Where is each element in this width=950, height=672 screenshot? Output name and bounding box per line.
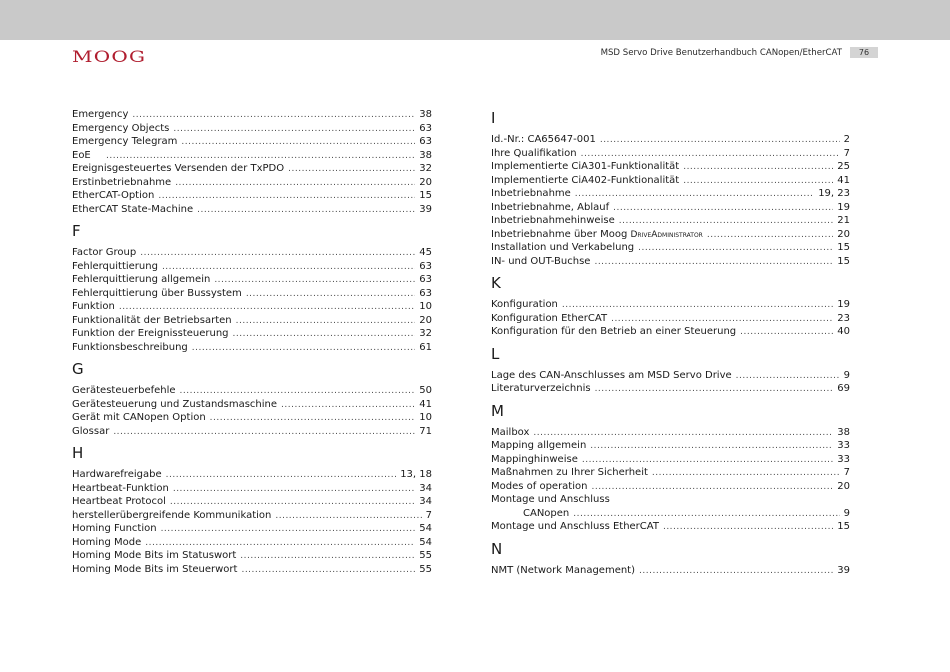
index-entry: Heartbeat-Funktion ..... 34 xyxy=(72,482,432,496)
index-letter-g: G xyxy=(72,360,84,378)
index-letter-k: K xyxy=(491,274,501,292)
index-entry: NMT (Network Management) ..... 39 xyxy=(491,564,850,578)
index-column-left xyxy=(72,108,432,576)
index-entry: Emergency Objects ..... 63 xyxy=(72,122,432,136)
index-entry: Erstinbetriebnahme ..... 20 xyxy=(72,176,432,190)
index-entry: Homing Mode Bits im Statuswort ..... 55 xyxy=(72,549,432,563)
index-entry: EoE ..... 38 xyxy=(72,149,432,163)
index-entry: Ereignisgesteuertes Versenden der TxPDO ..... 32 xyxy=(72,162,432,176)
index-entry: herstellerübergreifende Kommunikation ..... 7 xyxy=(72,509,432,523)
index-sub-entry: CANopen ..... 9 xyxy=(491,507,850,521)
index-entry: Inbetriebnahme über Moog DriveAdministrator ..... 20 xyxy=(491,228,850,242)
index-group-f xyxy=(72,246,432,354)
index-group-i xyxy=(491,133,850,268)
index-entry: Emergency Telegram ..... 63 xyxy=(72,135,432,149)
index-entry: Konfiguration EtherCAT ..... 23 xyxy=(491,312,850,326)
moog-logo xyxy=(72,47,154,66)
running-header xyxy=(560,47,878,61)
index-entry: Lage des CAN-Anschlusses am MSD Servo Drive ..... 9 xyxy=(491,369,850,383)
index-entry: Funktionsbeschreibung ..... 61 xyxy=(72,341,432,355)
index-entry: Funktion ..... 10 xyxy=(72,300,432,314)
index-letter-i: I xyxy=(491,109,496,127)
top-band xyxy=(0,0,950,40)
index-entry: Mapping allgemein ..... 33 xyxy=(491,439,850,453)
index-entry: Emergency ..... 38 xyxy=(72,108,432,122)
index-letter-l: L xyxy=(491,344,500,363)
index-entry: IN- und OUT-Buchse ..... 15 xyxy=(491,255,850,269)
logo-text: MOOG xyxy=(72,47,147,66)
index-entry: Homing Mode ..... 54 xyxy=(72,536,432,550)
index-entry: Mailbox ..... 38 xyxy=(491,426,850,440)
index-entry: Gerät mit CANopen Option ..... 10 xyxy=(72,411,432,425)
index-entry: Id.-Nr.: CA65647-001 ..... 2 xyxy=(491,133,850,147)
index-entry: EtherCAT-Option ..... 15 xyxy=(72,189,432,203)
index-entry: Funktionalität der Betriebsarten ..... 20 xyxy=(72,314,432,328)
index-letter-n: N xyxy=(491,539,503,558)
index-entry: Inbetriebnahme ..... 19, 23 xyxy=(491,187,850,201)
index-group-l xyxy=(491,369,850,396)
index-entry: Fehlerquittierung allgemein ..... 63 xyxy=(72,273,432,287)
doc-title: MSD Servo Drive Benutzerhandbuch CANopen/EtherCAT xyxy=(600,48,842,58)
index-entry: Ihre Qualifikation ..... 7 xyxy=(491,147,850,161)
index-entry: Glossar ..... 71 xyxy=(72,425,432,439)
index-entry: Inbetriebnahmehinweise ..... 21 xyxy=(491,214,850,228)
index-entry: Montage und Anschluss EtherCAT ..... 15 xyxy=(491,520,850,534)
index-entry: Gerätesteuerung und Zustandsmaschine ..... 41 xyxy=(72,398,432,412)
index-group-m xyxy=(491,426,850,534)
index-entry: Fehlerquittierung über Bussystem ..... 63 xyxy=(72,287,432,301)
index-group-k xyxy=(491,298,850,339)
index-entry: Hardwarefreigabe ..... 13, 18 xyxy=(72,468,432,482)
index-letter-m: M xyxy=(491,401,504,420)
index-entry: Modes of operation ..... 20 xyxy=(491,480,850,494)
index-entry: Konfiguration ..... 19 xyxy=(491,298,850,312)
index-entry: Heartbeat Protocol ..... 34 xyxy=(72,495,432,509)
index-entry-group: Montage und Anschluss xyxy=(491,494,610,505)
index-entry: EtherCAT State-Machine ..... 39 xyxy=(72,203,432,217)
index-letter-f: F xyxy=(72,222,81,240)
index-entry: Maßnahmen zu Ihrer Sicherheit ..... 7 xyxy=(491,466,850,480)
index-entry: Fehlerquittierung ..... 63 xyxy=(72,260,432,274)
index-entry: Factor Group ..... 45 xyxy=(72,246,432,260)
index-group-n xyxy=(491,564,850,578)
index-entry: Literaturverzeichnis ..... 69 xyxy=(491,382,850,396)
index-column-right xyxy=(491,108,850,577)
page-number: 76 xyxy=(850,47,878,58)
index-entry: Inbetriebnahme, Ablauf ..... 19 xyxy=(491,201,850,215)
index-entry: Gerätesteuerbefehle ..... 50 xyxy=(72,384,432,398)
index-entry: Funktion der Ereignissteuerung ..... 32 xyxy=(72,327,432,341)
index-entry: Installation und Verkabelung ..... 15 xyxy=(491,241,850,255)
index-entry: Konfiguration für den Betrieb an einer Steuerung ..... 40 xyxy=(491,325,850,339)
index-group-e xyxy=(72,108,432,216)
index-entry: Homing Mode Bits im Steuerwort ..... 55 xyxy=(72,563,432,577)
index-entry: Implementierte CiA402-Funktionalität ..... 41 xyxy=(491,174,850,188)
index-entry: Homing Function ..... 54 xyxy=(72,522,432,536)
index-letter-h: H xyxy=(72,444,84,462)
index-entry: Mappinghinweise ..... 33 xyxy=(491,453,850,467)
index-group-h xyxy=(72,468,432,576)
index-group-g xyxy=(72,384,432,438)
index-entry: Implementierte CiA301-Funktionalität ..... 25 xyxy=(491,160,850,174)
